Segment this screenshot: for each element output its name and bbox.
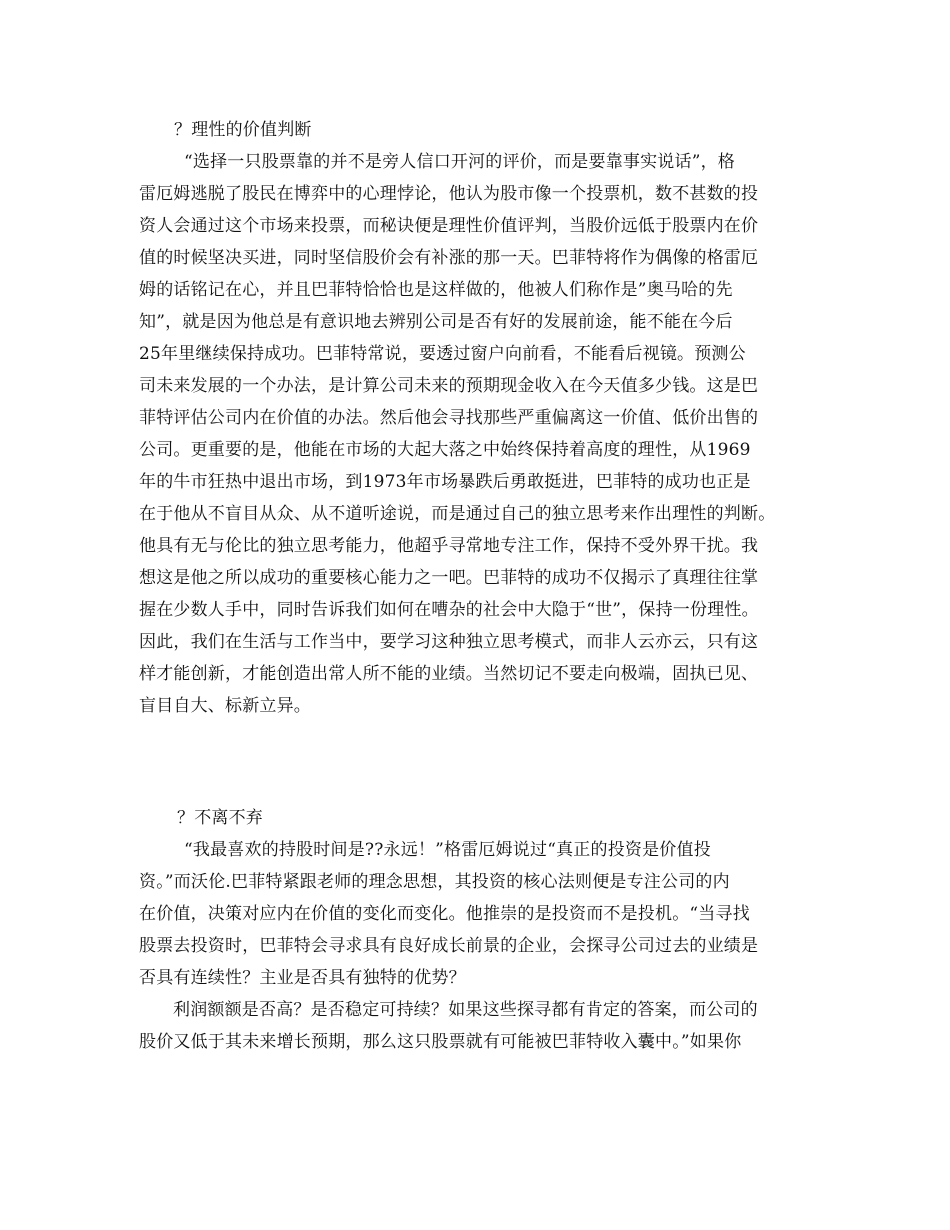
paragraph-line: 值的时候坚决买进，同时坚信股价会有补涨的那一天。巴菲特将作为偶像的格雷厄: [139, 248, 759, 268]
paragraph-line: 股票去投资时，巴菲特会寻求具有良好成长前景的企业，会探寻公司过去的业绩是: [139, 936, 759, 956]
paragraph-line: 雷厄姆逃脱了股民在博弈中的心理悖论，他认为股市像一个投票机，数不甚数的投: [139, 184, 759, 204]
paragraph-line: “我最喜欢的持股时间是??永远！”格雷厄姆说过“真正的投资是价值投: [184, 840, 711, 860]
paragraph-line: 在价值，决策对应内在价值的变化而变化。他推崇的是投资而不是投机。“当寻找: [139, 904, 750, 924]
paragraph-line: 样才能创新，才能创造出常人所不能的业绩。当然切记不要走向极端，固执已见、: [139, 664, 759, 684]
paragraph-line: 利润额额是否高？是否稳定可持续？如果这些探寻都有肯定的答案，而公司的: [173, 1000, 758, 1020]
paragraph-line: 因此，我们在生活与工作当中，要学习这种独立思考模式，而非人云亦云，只有这: [139, 632, 759, 652]
paragraph-line: 资。”而沃伦.巴菲特紧跟老师的理念思想，其投资的核心法则便是专注公司的内: [139, 872, 730, 892]
paragraph-line: 姆的话铭记在心，并且巴菲特恰恰也是这样做的，他被人们称作是”奥马哈的先: [139, 280, 733, 300]
paragraph-line: 盲目自大、标新立异。: [139, 696, 311, 716]
paragraph-line: 年的牛市狂热中退出市场，到1973年市场暴跌后勇敢挺进，巴菲特的成功也正是: [139, 472, 751, 492]
paragraph-line: 公司。更重要的是，他能在市场的大起大落之中始终保持着高度的理性，从1969: [139, 440, 751, 460]
paragraph-line: 资人会通过这个市场来投票，而秘诀便是理性价值评判，当股价远低于股票内在价: [139, 216, 759, 236]
paragraph-line: “选择一只股票靠的并不是旁人信口开河的评价，而是要靠事实说话”，格: [184, 152, 735, 172]
paragraph-line: 否具有连续性？主业是否具有独特的优势？: [139, 968, 466, 988]
paragraph-line: 知”，就是因为他总是有意识地去辨别公司是否有好的发展前途，能不能在今后: [139, 312, 733, 332]
section-heading: ？不离不弃: [177, 808, 263, 828]
paragraph-line: 握在少数人手中，同时告诉我们如何在嘈杂的社会中大隐于“世”，保持一份理性。: [139, 600, 759, 620]
section-steadfast: [139, 802, 824, 1058]
paragraph-line: 股价又低于其未来增长预期，那么这只股票就有可能被巴菲特收入囊中。”如果你: [139, 1032, 742, 1052]
section-rational-value: [139, 114, 824, 722]
paragraph-line: 25年里继续保持成功。巴菲特常说，要透过窗户向前看，不能看后视镜。预测公: [139, 344, 746, 364]
paragraph-line: 菲特评估公司内在价值的办法。然后他会寻找那些严重偏离这一价值、低价出售的: [139, 408, 759, 428]
paragraph-line: 司未来发展的一个办法，是计算公司未来的预期现金收入在今天值多少钱。这是巴: [139, 376, 759, 396]
paragraph-line: 他具有无与伦比的独立思考能力，他超乎寻常地专注工作，保持不受外界干扰。我: [139, 536, 759, 556]
paragraph-line: 在于他从不盲目从众、从不道听途说，而是通过自己的独立思考来作出理性的判断。: [139, 504, 776, 524]
paragraph-line: 想这是他之所以成功的重要核心能力之一吧。巴菲特的成功不仅揭示了真理往往掌: [139, 568, 759, 588]
section-heading: ？理性的价值判断: [174, 120, 312, 140]
